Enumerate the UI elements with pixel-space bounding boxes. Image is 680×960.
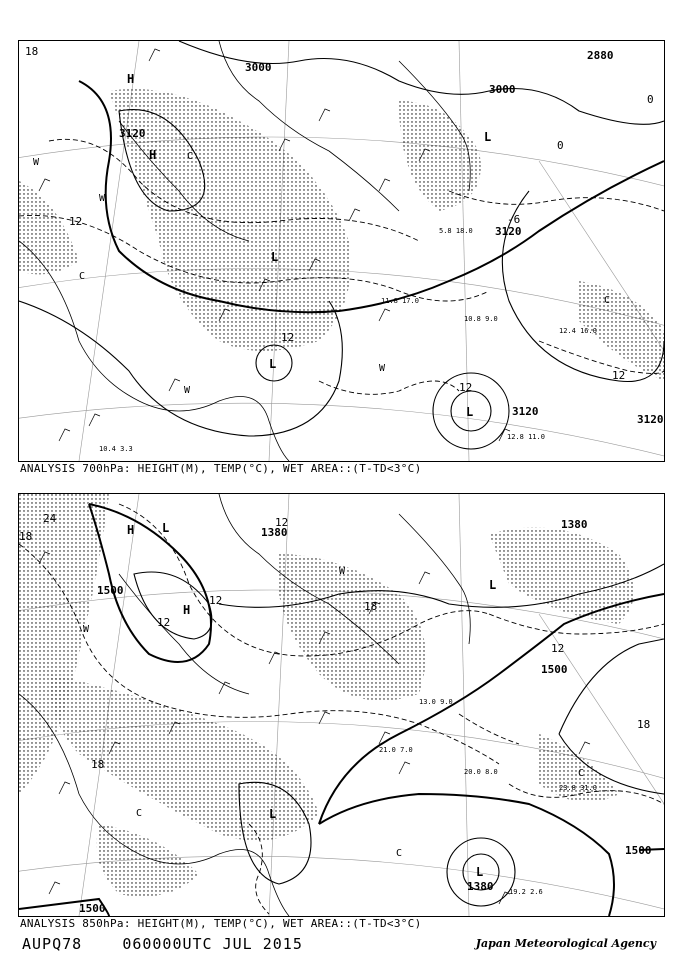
warm-center-label: W xyxy=(184,385,191,396)
valid-time: 060000UTC JUL 2015 xyxy=(122,935,303,953)
temp-label: 12 xyxy=(459,381,473,394)
chart-identifier xyxy=(22,935,303,953)
temp-label: 12 xyxy=(209,594,223,607)
cold-center-label: C xyxy=(136,808,143,819)
chart-panel-850hpa xyxy=(18,493,665,917)
height-label: 1380 xyxy=(261,526,288,539)
low-center-label: L xyxy=(476,865,484,879)
height-label: 1500 xyxy=(97,584,124,597)
station-plot: 20.0 8.0 xyxy=(464,768,498,776)
temp-label: 18 xyxy=(19,530,33,543)
low-center-label: L xyxy=(269,807,277,821)
station-plot: 10.4 3.3 xyxy=(99,445,133,453)
temp-label: 12 xyxy=(612,369,626,382)
temp-label: 18 xyxy=(91,758,105,771)
temp-label: 12 xyxy=(69,215,83,228)
agency-credit: Japan Meteorological Agency xyxy=(475,937,656,950)
warm-center-label: W xyxy=(379,363,386,374)
height-label: 3000 xyxy=(245,61,272,74)
temp-label: 18 xyxy=(364,600,378,613)
cold-center-label: C xyxy=(396,848,403,859)
station-plot: 13.0 9.0 xyxy=(419,698,453,706)
height-label: 3120 xyxy=(119,127,146,140)
height-label: 3120 xyxy=(512,405,539,418)
height-label: 3120 xyxy=(495,225,522,238)
temp-label: 0 xyxy=(647,93,654,106)
temp-label: 24 xyxy=(43,512,57,525)
height-label: 1500 xyxy=(625,844,652,857)
height-label: 3000 xyxy=(489,83,516,96)
station-plot: 12.8 11.0 xyxy=(507,433,545,441)
low-center-label: L xyxy=(466,405,474,419)
warm-center-label: W xyxy=(83,624,90,635)
cold-center-label: C xyxy=(604,295,611,306)
station-plot: 19.2 2.6 xyxy=(509,888,543,896)
temp-label: -6 xyxy=(507,213,521,226)
low-center-label: L xyxy=(271,250,279,264)
wet-area-shading xyxy=(19,494,634,897)
panel-caption-700hpa: ANALYSIS 700hPa: HEIGHT(M), TEMP(°C), WET AREA::(T-TD<3°C) xyxy=(20,462,422,475)
temp-label: 12 xyxy=(275,516,289,529)
high-center-label: H xyxy=(149,148,157,162)
height-label: 3120 xyxy=(637,413,664,426)
height-label: 1380 xyxy=(561,518,588,531)
high-center-label: H xyxy=(127,72,135,86)
height-label: 1500 xyxy=(79,902,106,915)
high-center-label: H xyxy=(127,523,135,537)
warm-center-label: W xyxy=(33,157,40,168)
warm-center-label: W xyxy=(339,566,346,577)
weather-map-700hpa xyxy=(19,41,664,461)
height-label: 2880 xyxy=(587,49,614,62)
cold-center-label: C xyxy=(187,151,194,162)
product-code: AUPQ78 xyxy=(22,935,83,953)
chart-panel-700hpa xyxy=(18,40,665,462)
weather-map-850hpa xyxy=(19,494,664,916)
warm-center-label: W xyxy=(99,193,106,204)
temp-label: 18 xyxy=(25,45,39,58)
station-plot: 5.8 18.0 xyxy=(439,227,473,235)
height-label: 1380 xyxy=(467,880,494,893)
low-center-label: L xyxy=(162,521,170,535)
low-center-label: L xyxy=(489,578,497,592)
low-center-label: L xyxy=(269,357,277,371)
low-center-label: L xyxy=(484,130,492,144)
temp-label: 18 xyxy=(637,718,651,731)
station-plot: 21.0 7.0 xyxy=(379,746,413,754)
panel-caption-850hpa: ANALYSIS 850hPa: HEIGHT(M), TEMP(°C), WET AREA::(T-TD<3°C) xyxy=(20,917,422,930)
high-center-label: H xyxy=(183,603,191,617)
temp-label: 12 xyxy=(551,642,565,655)
station-plot: 10.8 9.0 xyxy=(464,315,498,323)
cold-center-label: C xyxy=(79,271,86,282)
station-plot: 12.4 16.0 xyxy=(559,327,597,335)
height-label: 1500 xyxy=(541,663,568,676)
station-plot: 11.8 17.0 xyxy=(381,297,419,305)
temp-label: 0 xyxy=(557,139,564,152)
temp-label: 12 xyxy=(157,616,171,629)
station-plot: 23.8 31.0 xyxy=(559,784,597,792)
temp-label: 12 xyxy=(281,331,295,344)
cold-center-label: C xyxy=(578,768,585,779)
